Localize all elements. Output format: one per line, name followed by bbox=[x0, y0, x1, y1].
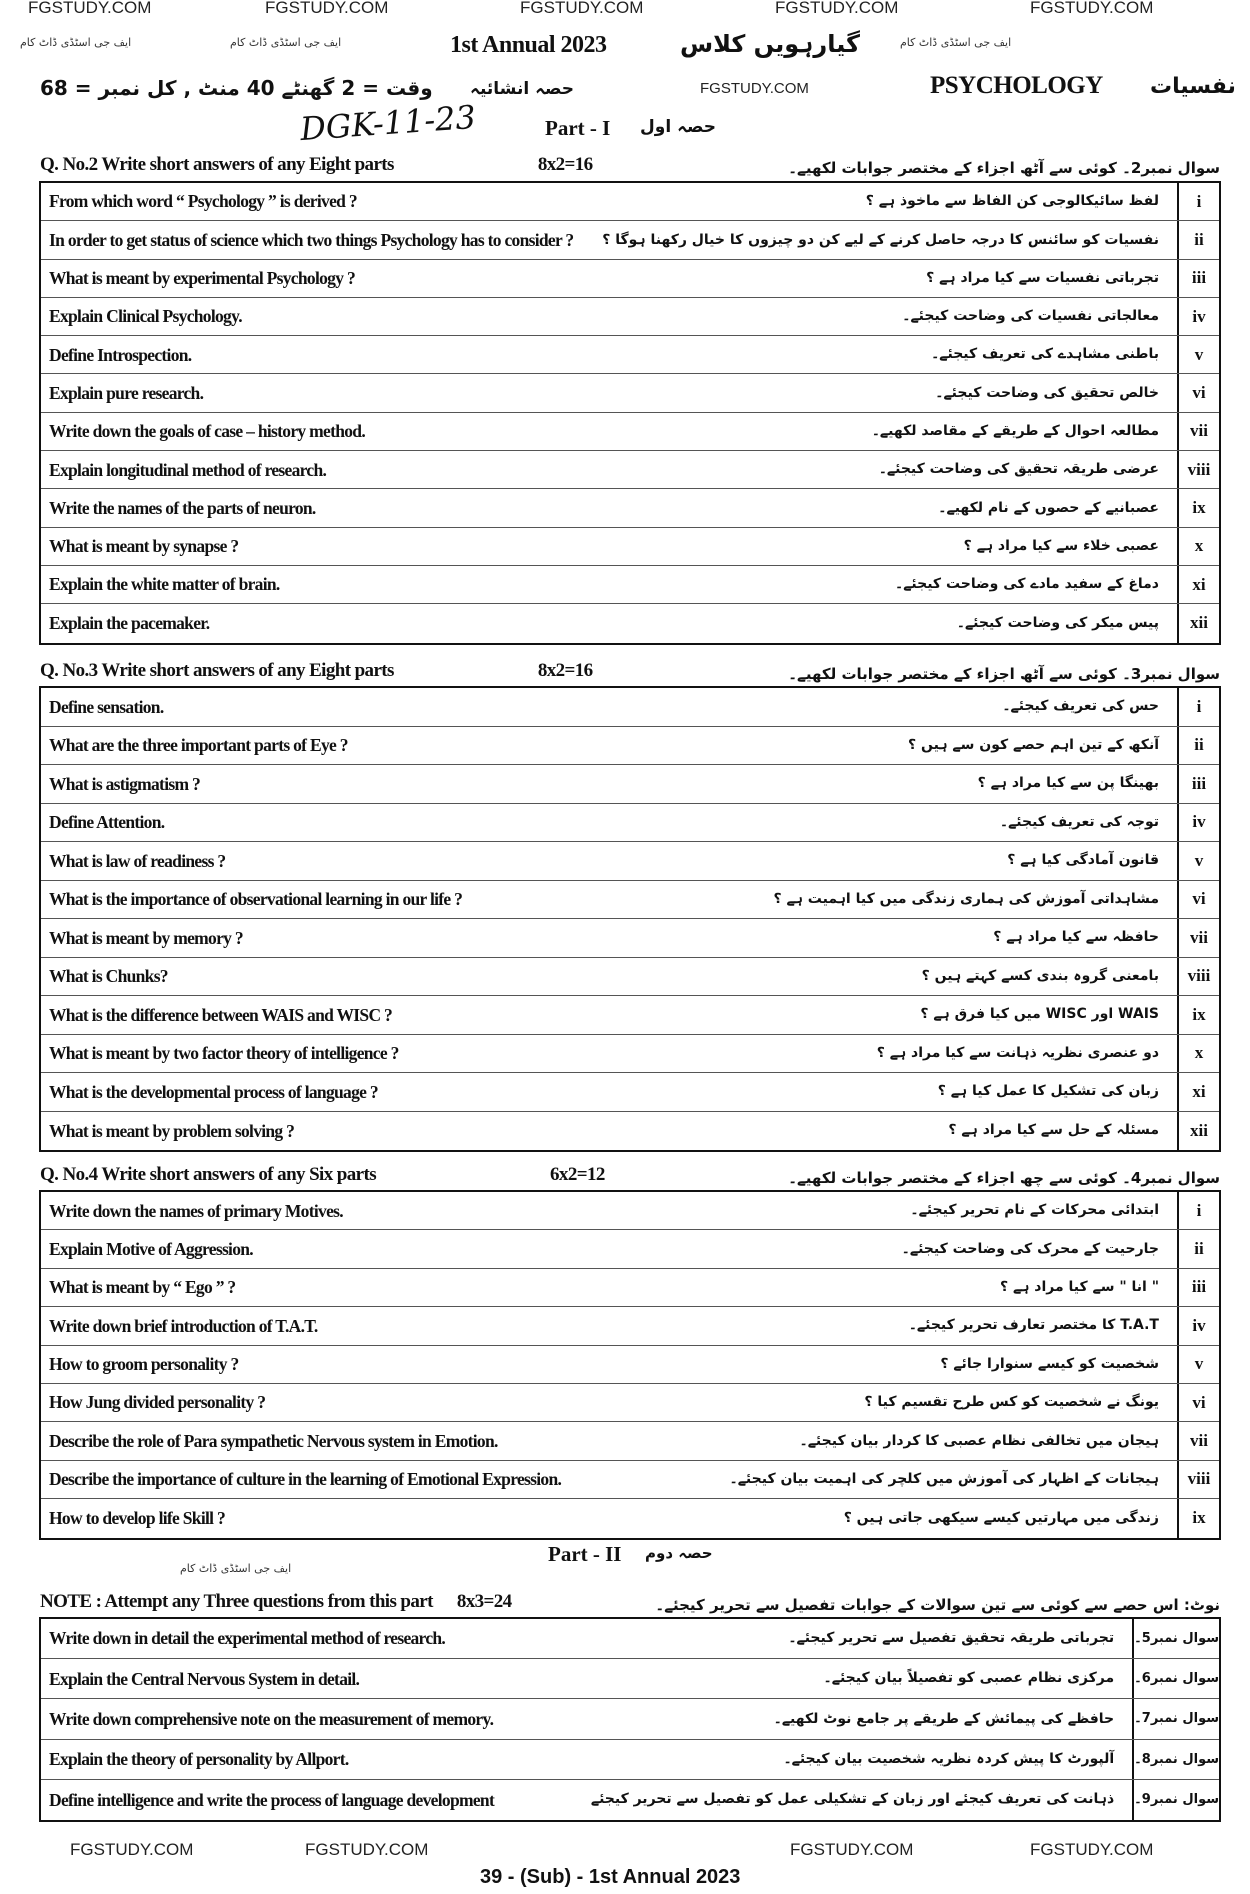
question-number: x bbox=[1177, 1035, 1219, 1073]
question-urdu: تجرباتی طریقہ تحقیق تفصیل سے تحریر کیجئے۔ bbox=[788, 1630, 1115, 1647]
q3-title-urdu: سوال نمبر3۔ کوئی سے آٹھ اجزاء کے مختصر جوابات لکھیے۔ bbox=[788, 664, 1220, 683]
question-urdu: نفسیات کو سائنس کا درجہ حاصل کرنے کے لیے کن دو چیزوں کا خیال رکھنا ہوگا ؟ bbox=[602, 231, 1159, 248]
question-english: From which word “ Psychology ” is derived ? bbox=[49, 191, 357, 212]
question-row bbox=[41, 1499, 1219, 1537]
question-english: Explain the Central Nervous System in detail. bbox=[49, 1668, 360, 1689]
part-two-label-urdu: حصہ دوم bbox=[645, 1544, 713, 1562]
question-number: x bbox=[1177, 528, 1219, 565]
question-number: ii bbox=[1177, 727, 1219, 765]
watermark: FGSTUDY.COM bbox=[790, 1840, 914, 1859]
question-row bbox=[41, 842, 1219, 881]
question-urdu: دماغ کے سفید مادے کی وضاحت کیجئے۔ bbox=[895, 576, 1159, 593]
question-urdu: ہیجان میں تخالفی نظام عصبی کا کردار بیان کیجئے۔ bbox=[799, 1432, 1159, 1449]
question-row bbox=[41, 1740, 1219, 1780]
question-urdu: ہیجانات کے اظہار کی آموزش میں کلچر کی اہمیت بیان کیجئے۔ bbox=[729, 1471, 1159, 1488]
question-number: vii bbox=[1177, 919, 1219, 957]
question-row bbox=[41, 413, 1219, 451]
question-row bbox=[41, 183, 1219, 221]
q2-table bbox=[39, 181, 1221, 645]
question-row bbox=[41, 1384, 1219, 1422]
question-row bbox=[41, 528, 1219, 566]
question-number: viii bbox=[1177, 958, 1219, 996]
part-two-marks: 8x3=24 bbox=[456, 1591, 512, 1612]
question-english: What is the difference between WAIS and WISC ? bbox=[49, 1004, 393, 1025]
question-row bbox=[41, 804, 1219, 843]
question-english: In order to get status of science which two things Psychology has to consider ? bbox=[49, 229, 574, 250]
question-urdu: T.A.T کا مختصر تعارف تحریر کیجئے۔ bbox=[908, 1317, 1159, 1334]
question-row bbox=[41, 727, 1219, 766]
question-urdu: آلپورٹ کا پیش کردہ نظریہ شخصیت بیان کیجئے۔ bbox=[783, 1750, 1115, 1767]
exam-session: 1st Annual 2023 bbox=[450, 32, 607, 58]
question-number: vii bbox=[1177, 413, 1219, 450]
watermark: FGSTUDY.COM bbox=[700, 80, 809, 97]
watermark: FGSTUDY.COM bbox=[1030, 0, 1154, 17]
question-english: Explain longitudinal method of research. bbox=[49, 459, 327, 480]
question-number: viii bbox=[1177, 451, 1219, 488]
question-row bbox=[41, 1035, 1219, 1074]
question-english: How Jung divided personality ? bbox=[49, 1392, 266, 1413]
question-urdu: حافظے کی پیمائش کے طریقے پر جامع نوٹ لکھیے۔ bbox=[773, 1710, 1115, 1727]
question-number: xi bbox=[1177, 1073, 1219, 1111]
watermark-urdu: ایف جی اسٹڈی ڈاٹ کام bbox=[900, 36, 1012, 49]
question-number: v bbox=[1177, 336, 1219, 373]
question-urdu: باطنی مشاہدے کی تعریف کیجئے۔ bbox=[931, 346, 1159, 363]
question-english: What is meant by experimental Psychology ? bbox=[49, 268, 355, 289]
question-urdu: خالص تحقیق کی وضاحت کیجئے۔ bbox=[935, 384, 1159, 401]
question-row bbox=[41, 1699, 1219, 1739]
question-row bbox=[41, 1619, 1219, 1659]
question-number: viii bbox=[1177, 1461, 1219, 1498]
question-urdu: قانون آمادگی کیا ہے ؟ bbox=[1007, 852, 1159, 869]
part-two-table bbox=[39, 1617, 1221, 1822]
q3-heading bbox=[40, 654, 1220, 682]
note-text: NOTE : Attempt any Three questions from this part bbox=[40, 1591, 433, 1612]
question-number: vi bbox=[1177, 881, 1219, 919]
question-english: Write down the names of primary Motives. bbox=[49, 1200, 343, 1221]
question-number: i bbox=[1177, 183, 1219, 220]
question-urdu: حس کی تعریف کیجئے۔ bbox=[1002, 698, 1159, 715]
time-marks-urdu: وقت = 2 گھنٹے 40 منٹ , کل نمبر = 68 bbox=[40, 76, 433, 100]
question-english: What are the three important parts of Eye ? bbox=[49, 735, 348, 756]
question-english: What is meant by problem solving ? bbox=[49, 1120, 295, 1141]
question-english: Write down comprehensive note on the measurement of memory. bbox=[49, 1708, 494, 1729]
question-row bbox=[41, 688, 1219, 727]
watermark: FGSTUDY.COM bbox=[70, 1840, 194, 1859]
question-row bbox=[41, 374, 1219, 412]
question-number: xii bbox=[1177, 604, 1219, 642]
q4-heading bbox=[40, 1158, 1220, 1186]
question-urdu: مسئلہ کے حل سے کیا مراد ہے ؟ bbox=[948, 1122, 1159, 1139]
question-number: v bbox=[1177, 842, 1219, 880]
q3-marks: 8x2=16 bbox=[537, 660, 593, 681]
question-number: iv bbox=[1177, 298, 1219, 335]
question-number: vi bbox=[1177, 1384, 1219, 1421]
question-urdu: تجرباتی نفسیات سے کیا مراد ہے ؟ bbox=[926, 269, 1159, 286]
question-number: iii bbox=[1177, 260, 1219, 297]
question-english: Write the names of the parts of neuron. bbox=[49, 497, 316, 518]
watermark: FGSTUDY.COM bbox=[265, 0, 389, 17]
question-row bbox=[41, 604, 1219, 642]
question-number: سوال نمبر8۔ bbox=[1132, 1740, 1219, 1779]
watermark: FGSTUDY.COM bbox=[520, 0, 644, 17]
watermark-urdu: ایف جی اسٹڈی ڈاٹ کام bbox=[20, 36, 132, 49]
question-row bbox=[41, 1659, 1219, 1699]
watermark: FGSTUDY.COM bbox=[305, 1840, 429, 1859]
question-urdu: زندگی میں مہارتیں کیسے سیکھی جاتی ہیں ؟ bbox=[843, 1509, 1159, 1526]
question-number: v bbox=[1177, 1346, 1219, 1383]
question-row bbox=[41, 451, 1219, 489]
question-row bbox=[41, 958, 1219, 997]
question-number: ii bbox=[1177, 1230, 1219, 1267]
question-row bbox=[41, 1780, 1219, 1820]
subject-title-urdu: نفسیات bbox=[1150, 74, 1236, 99]
question-urdu: شخصیت کو کیسے سنوارا جائے ؟ bbox=[940, 1355, 1159, 1372]
question-number: سوال نمبر6۔ bbox=[1132, 1659, 1219, 1698]
question-row bbox=[41, 1192, 1219, 1230]
question-row bbox=[41, 1073, 1219, 1112]
question-urdu: آنکھ کے تین اہم حصے کون سے ہیں ؟ bbox=[908, 736, 1159, 753]
question-urdu: مشاہداتی آموزش کی ہماری زندگی میں کیا اہمیت ہے ؟ bbox=[773, 890, 1159, 907]
question-urdu: بامعنی گروہ بندی کسے کہتے ہیں ؟ bbox=[921, 967, 1159, 984]
subject-title: PSYCHOLOGY bbox=[930, 72, 1103, 99]
question-english: What is meant by synapse ? bbox=[49, 536, 239, 557]
question-urdu: مرکزی نظام عصبی کو تفصیلاً بیان کیجئے۔ bbox=[823, 1670, 1115, 1687]
question-urdu: " انا " سے کیا مراد ہے ؟ bbox=[1000, 1279, 1159, 1296]
question-urdu: WAIS اور WISC میں کیا فرق ہے ؟ bbox=[920, 1006, 1159, 1023]
q2-marks: 8x2=16 bbox=[537, 154, 593, 175]
question-row bbox=[41, 996, 1219, 1035]
q4-title: Q. No.4 Write short answers of any Six parts bbox=[40, 1164, 377, 1185]
question-english: Explain pure research. bbox=[49, 382, 204, 403]
question-row bbox=[41, 1112, 1219, 1151]
question-urdu: حافظہ سے کیا مراد ہے ؟ bbox=[993, 929, 1159, 946]
q3-table bbox=[39, 686, 1221, 1152]
question-number: xii bbox=[1177, 1112, 1219, 1151]
question-row bbox=[41, 336, 1219, 374]
question-number: iii bbox=[1177, 765, 1219, 803]
question-english: Write down the goals of case – history method. bbox=[49, 421, 365, 442]
watermark: FGSTUDY.COM bbox=[28, 0, 152, 17]
question-row bbox=[41, 566, 1219, 604]
question-row bbox=[41, 1269, 1219, 1307]
q2-title-urdu: سوال نمبر2۔ کوئی سے آٹھ اجزاء کے مختصر جوابات لکھیے۔ bbox=[788, 158, 1220, 177]
question-number: iv bbox=[1177, 804, 1219, 842]
note-text-urdu: نوٹ: اس حصے سے کوئی سے تین سوالات کے جوابات تفصیل سے تحریر کیجئے۔ bbox=[655, 1595, 1220, 1614]
question-urdu: عصبی خلاء سے کیا مراد ہے ؟ bbox=[963, 537, 1159, 554]
question-urdu: توجہ کی تعریف کیجئے۔ bbox=[999, 813, 1159, 830]
question-number: i bbox=[1177, 688, 1219, 726]
question-urdu: ابتدائی محرکات کے نام تحریر کیجئے۔ bbox=[910, 1202, 1159, 1219]
class-title-urdu: گیارہویں کلاس bbox=[680, 30, 860, 58]
q3-title: Q. No.3 Write short answers of any Eight parts bbox=[40, 660, 394, 681]
question-urdu: ذہانت کی تعریف کیجئے اور زبان کے تشکیلی عمل کو تفصیل سے تحریر کیجئے bbox=[590, 1791, 1115, 1808]
question-number: iii bbox=[1177, 1269, 1219, 1306]
question-urdu: پیس میکر کی وضاحت کیجئے۔ bbox=[956, 615, 1159, 632]
paper-code: 39 - (Sub) - 1st Annual 2023 bbox=[480, 1866, 741, 1888]
question-english: Explain Clinical Psychology. bbox=[49, 306, 242, 327]
question-row bbox=[41, 1346, 1219, 1384]
question-urdu: دو عنصری نظریہ ذہانت سے کیا مراد ہے ؟ bbox=[876, 1044, 1159, 1061]
question-number: i bbox=[1177, 1192, 1219, 1229]
part-one-label: Part - I bbox=[545, 116, 611, 140]
question-number: ix bbox=[1177, 996, 1219, 1034]
question-english: What is Chunks? bbox=[49, 966, 168, 987]
question-english: Explain Motive of Aggression. bbox=[49, 1238, 253, 1259]
question-english: Write down in detail the experimental method of research. bbox=[49, 1628, 446, 1649]
question-english: What is the importance of observational learning in our life ? bbox=[49, 889, 463, 910]
question-english: What is meant by two factor theory of intelligence ? bbox=[49, 1043, 399, 1064]
question-row bbox=[41, 221, 1219, 259]
question-number: vii bbox=[1177, 1422, 1219, 1459]
q4-title-urdu: سوال نمبر4۔ کوئی سے چھ اجزاء کے مختصر جوابات لکھیے۔ bbox=[788, 1168, 1220, 1187]
question-urdu: جارحیت کے محرک کی وضاحت کیجئے۔ bbox=[901, 1240, 1159, 1257]
question-english: How to develop life Skill ? bbox=[49, 1508, 226, 1529]
question-english: Explain the theory of personality by Allport. bbox=[49, 1748, 349, 1769]
question-english: What is law of readiness ? bbox=[49, 850, 226, 871]
question-english: Define intelligence and write the process of language development bbox=[49, 1789, 495, 1810]
question-english: What is meant by memory ? bbox=[49, 927, 243, 948]
question-english: Define sensation. bbox=[49, 696, 164, 717]
question-english: Write down brief introduction of T.A.T. bbox=[49, 1315, 318, 1336]
question-english: Define Attention. bbox=[49, 812, 165, 833]
question-english: Explain the pacemaker. bbox=[49, 613, 210, 634]
q4-marks: 6x2=12 bbox=[550, 1164, 605, 1185]
question-urdu: مطالعہ احوال کے طریقے کے مقاصد لکھیے۔ bbox=[871, 423, 1159, 440]
question-urdu: عصبانیے کے حصوں کے نام لکھیے۔ bbox=[938, 499, 1159, 516]
question-row bbox=[41, 765, 1219, 804]
question-row bbox=[41, 1307, 1219, 1345]
question-number: ii bbox=[1177, 221, 1219, 258]
question-number: سوال نمبر7۔ bbox=[1132, 1699, 1219, 1738]
question-english: Describe the importance of culture in the learning of Emotional Expression. bbox=[49, 1469, 562, 1490]
part-two-label: Part - II bbox=[548, 1542, 622, 1566]
question-row bbox=[41, 260, 1219, 298]
watermark-urdu: ایف جی اسٹڈی ڈاٹ کام bbox=[180, 1562, 292, 1575]
question-row bbox=[41, 298, 1219, 336]
question-urdu: یونگ نے شخصیت کو کس طرح تقسیم کیا ؟ bbox=[864, 1394, 1159, 1411]
question-row bbox=[41, 1230, 1219, 1268]
question-urdu: عرضی طریقہ تحقیق کی وضاحت کیجئے۔ bbox=[878, 461, 1159, 478]
question-number: سوال نمبر9۔ bbox=[1132, 1780, 1219, 1820]
question-english: Describe the role of Para sympathetic Nervous system in Emotion. bbox=[49, 1430, 498, 1451]
part-two-note bbox=[40, 1585, 1220, 1613]
watermark-urdu: ایف جی اسٹڈی ڈاٹ کام bbox=[230, 36, 342, 49]
question-row bbox=[41, 1422, 1219, 1460]
watermark: FGSTUDY.COM bbox=[1030, 1840, 1154, 1859]
question-row bbox=[41, 1461, 1219, 1499]
question-number: ix bbox=[1177, 1499, 1219, 1537]
question-row bbox=[41, 489, 1219, 527]
question-urdu: بھینگا پن سے کیا مراد ہے ؟ bbox=[977, 775, 1159, 792]
q2-heading bbox=[40, 148, 1220, 176]
question-english: What is astigmatism ? bbox=[49, 773, 201, 794]
question-urdu: معالجاتی نفسیات کی وضاحت کیجئے۔ bbox=[902, 308, 1159, 325]
q4-table bbox=[39, 1190, 1221, 1540]
question-number: vi bbox=[1177, 374, 1219, 411]
watermark: FGSTUDY.COM bbox=[775, 0, 899, 17]
question-number: xi bbox=[1177, 566, 1219, 603]
question-urdu: زبان کی تشکیل کا عمل کیا ہے ؟ bbox=[937, 1083, 1159, 1100]
question-urdu: لفظ سائیکالوجی کن الفاظ سے ماخوذ ہے ؟ bbox=[865, 193, 1159, 210]
section-urdu: حصہ انشائیہ bbox=[470, 79, 575, 99]
question-number: سوال نمبر5۔ bbox=[1132, 1619, 1219, 1658]
question-english: What is the developmental process of language ? bbox=[49, 1081, 378, 1102]
question-english: Define Introspection. bbox=[49, 344, 192, 365]
handwritten-board-code: DGK-11-23 bbox=[298, 97, 477, 149]
question-english: How to groom personality ? bbox=[49, 1354, 239, 1375]
part-one-label-urdu: حصہ اول bbox=[640, 117, 717, 137]
question-number: iv bbox=[1177, 1307, 1219, 1344]
question-number: ix bbox=[1177, 489, 1219, 526]
q2-title: Q. No.2 Write short answers of any Eight parts bbox=[40, 154, 394, 175]
question-row bbox=[41, 881, 1219, 920]
question-row bbox=[41, 919, 1219, 958]
question-english: Explain the white matter of brain. bbox=[49, 574, 280, 595]
question-english: What is meant by “ Ego ” ? bbox=[49, 1277, 236, 1298]
